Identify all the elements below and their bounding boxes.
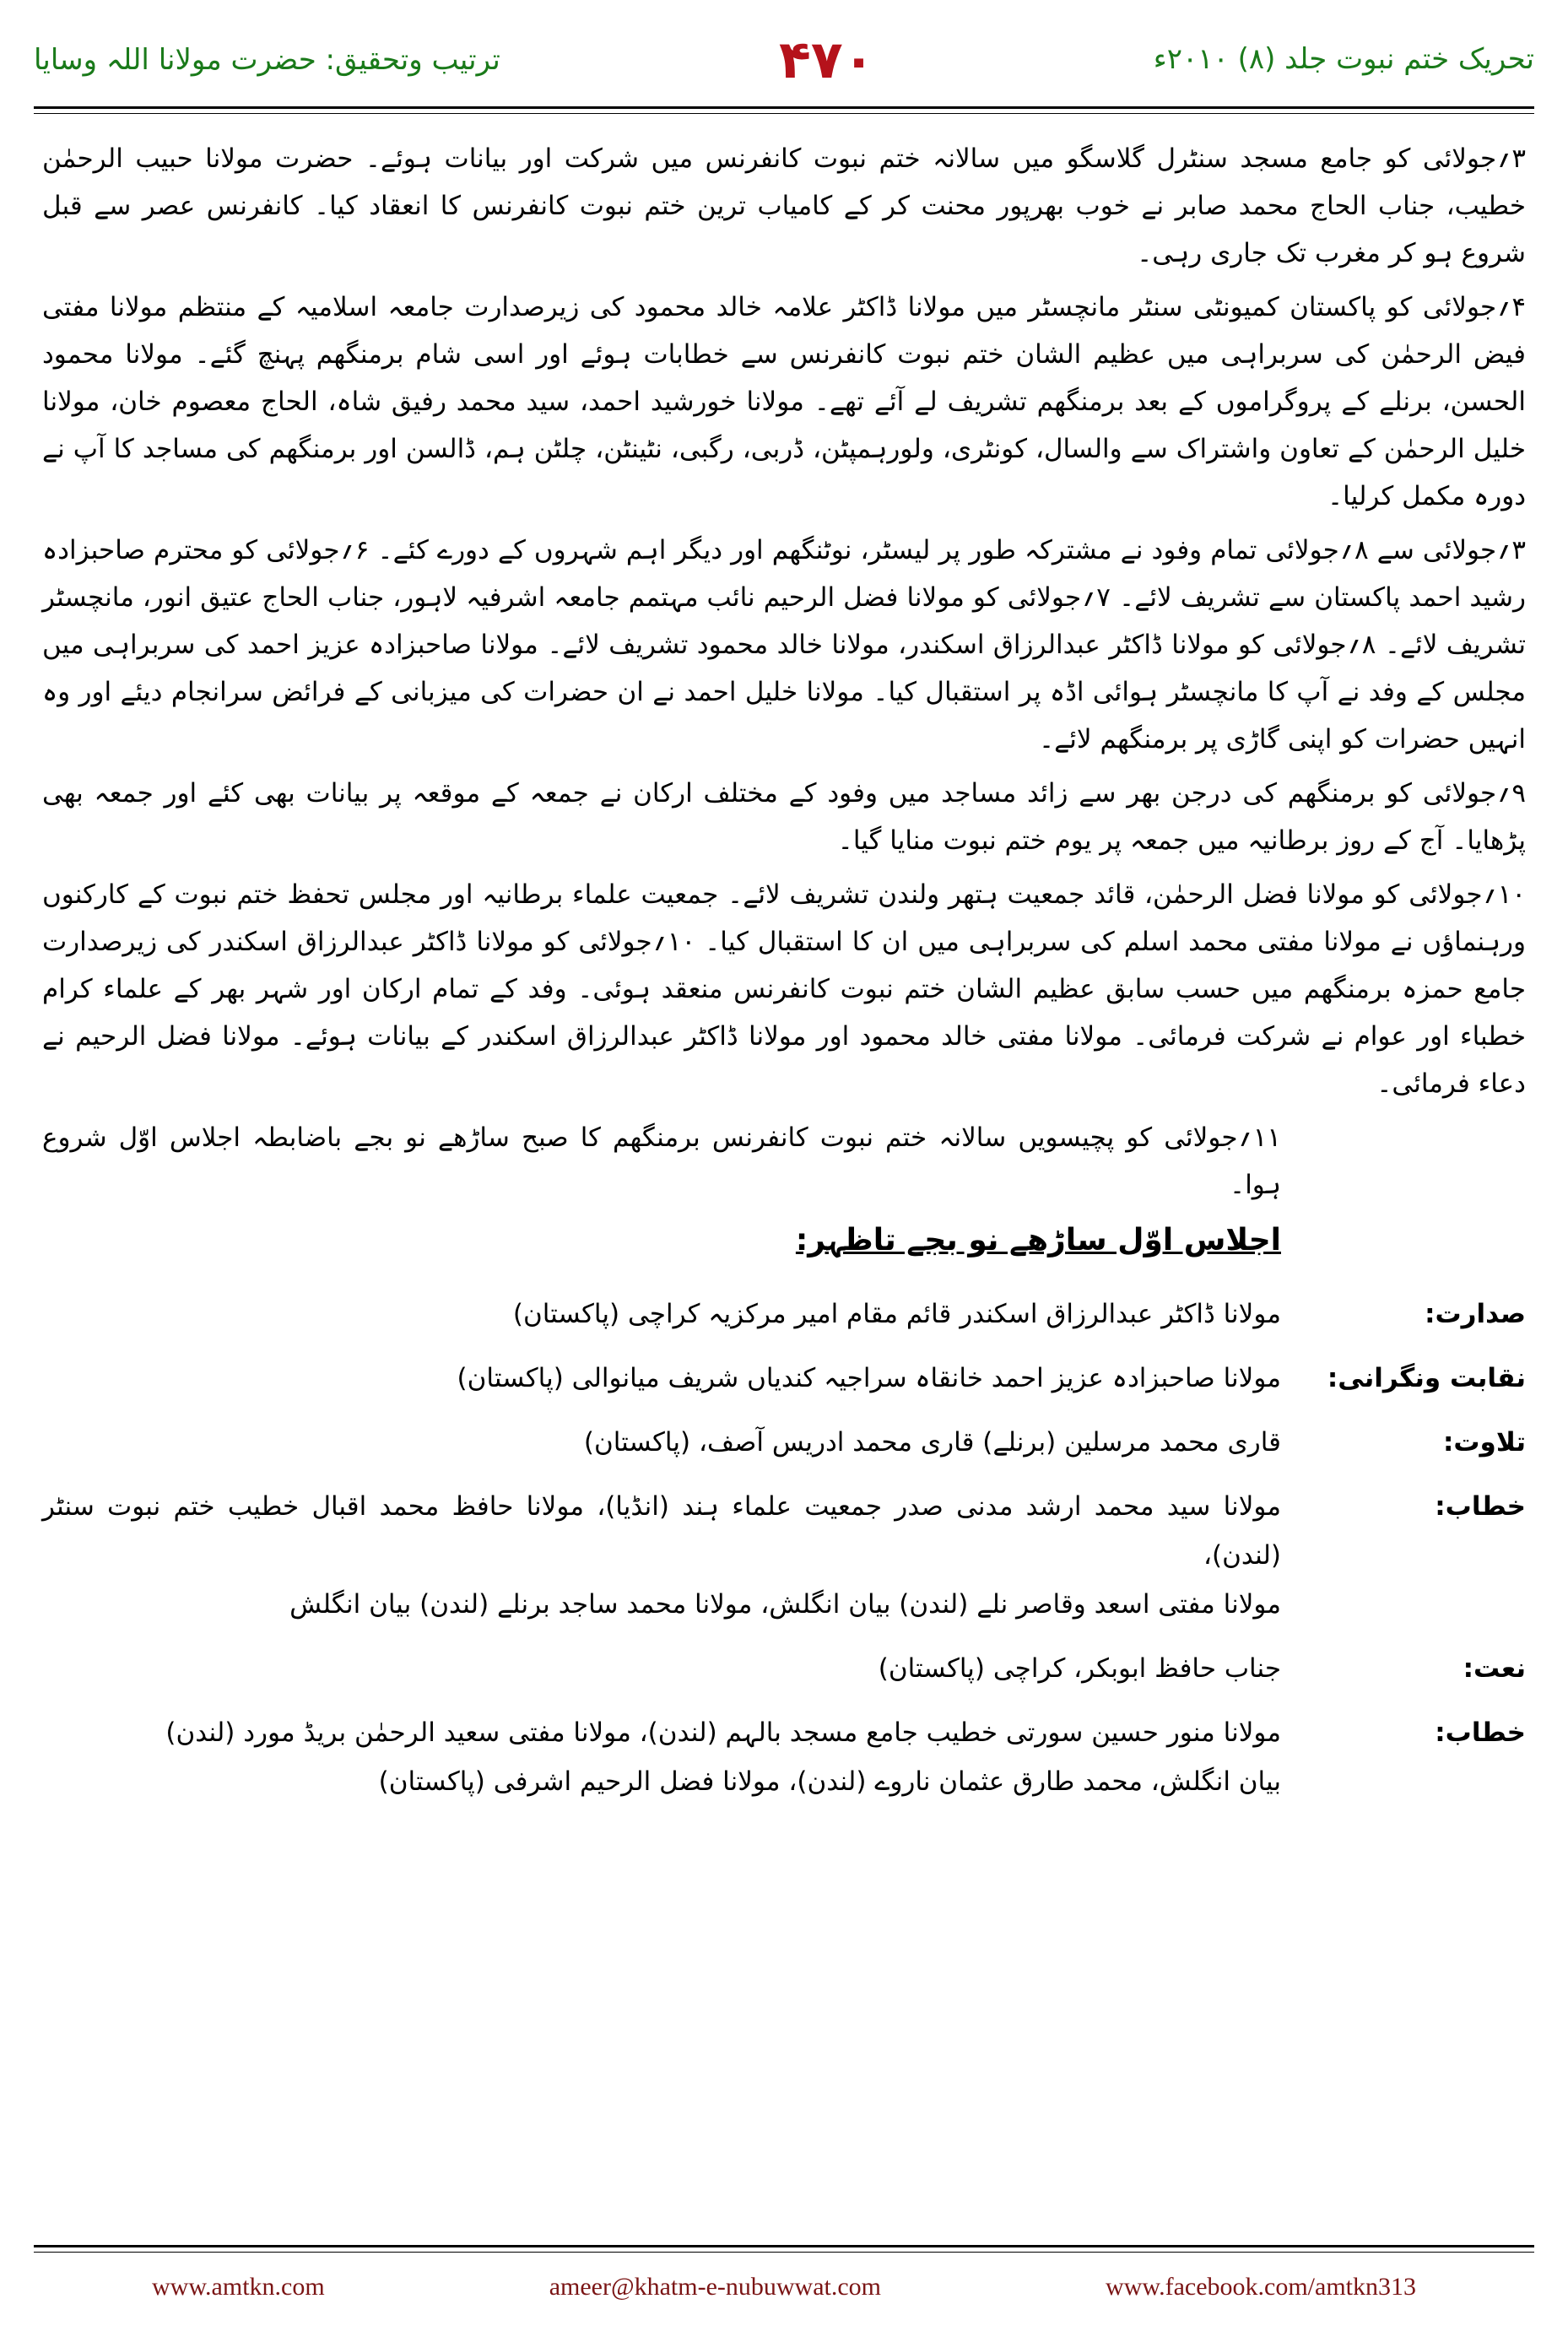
- page-header: [34, 17, 1534, 101]
- program-entry: مولانا مفتی اسعد وقاصر نلے (لندن) بیان انگلش، مولانا محمد ساجد برنلے (لندن) بیان انگلش: [289, 1589, 1281, 1620]
- page-number: ۴۷۰: [779, 28, 875, 90]
- header-editor-credit: ترتیب وتحقیق: حضرت مولانا اللہ وسایا: [34, 42, 500, 77]
- header-rule: [34, 106, 1534, 109]
- paragraph-july-4-manchester: ۴؍جولائی کو پاکستان کمیونٹی سنٹر مانچسٹر میں مولانا ڈاکٹر علامہ خالد محمود کی زیرصدارت جامعہ اسلامیہ کے منتظم مولانا مفتی فیض الرحمٰن کی سربراہی میں عظیم الشان ختم نبوت کانفرنس سے خطابات ہوئے اور اسی شام برمنگھم پہنچ گئے۔ مولانا محمود الحسن، برنلے کے پروگراموں کے بعد برمنگھم تشریف لے آئے تھے۔ مولانا خورشید احمد، سید محمد رفیق شاہ، الحاج معصوم خان، مولانا خلیل الرحمٰن کے تعاون واشتراک سے والسال، کونٹری، ولورہمپٹن، ڈربی، رگبی، نٹینٹن، چلٹن ہم، ڈالسن اور برمنگھم کی مساجد کا آپ نے دورہ مکمل کرلیا۔: [42, 292, 1526, 511]
- header-book-title: تحریک ختم نبوت جلد (۸) ۲۰۱۰ء: [1153, 42, 1534, 76]
- paragraph-july-10-conference: ۱۰؍جولائی کو مولانا فضل الرحمٰن، قائد جمعیت ہتھر ولندن تشریف لائے۔ جمعیت علماء برطانیہ اور مجلس تحفظ ختم نبوت کے کارکنوں ورہنماؤں نے مولانا مفتی محمد اسلم کی سربراہی میں ان کا استقبال کیا۔ ۱۰؍جولائی کو مولانا ڈاکٹر عبدالرزاق اسکندر کی زیرصدارت جامع حمزہ برمنگھم میں حسب سابق عظیم الشان ختم نبوت کانفرنس منعقد ہوئی۔ وفد کے تمام ارکان اور شہر بھر کے علماء کرام خطباء اور عوام نے شرکت فرمائی۔ مولانا مفتی خالد محمود اور مولانا ڈاکٹر عبدالرزاق اسکندر کے بیانات ہوئے۔ مولانا فضل الرحیم نے دعاء فرمائی۔: [42, 879, 1526, 1099]
- footer-website-link[interactable]: www.amtkn.com: [152, 2273, 325, 2301]
- program-row-naat: [42, 1644, 1526, 1693]
- program-row-recitation: [42, 1418, 1526, 1467]
- program-row-speech-2: [42, 1708, 1526, 1806]
- session-heading: اجلاس اوّل ساڑھے نو بجے تاظہر:: [795, 1223, 1281, 1258]
- program-entry: مولانا سید محمد ارشد مدنی صدر جمعیت علماء ہند (انڈیا)، مولانا حافظ محمد اقبال خطیب ختم نبوت سنٹر (لندن)،: [42, 1491, 1281, 1571]
- paragraph-july-3-glasgow: ۳؍جولائی کو جامع مسجد سنٹرل گلاسگو میں سالانہ ختم نبوت کانفرنس میں شرکت اور بیانات ہوئے۔ حضرت مولانا حبیب الرحمٰن خطیب، جناب الحاج محمد صابر نے خوب بھرپور محنت کر کے کامیاب ترین ختم نبوت کانفرنس کا انعقاد کیا۔ کانفرنس عصر سے قبل شروع ہو کر مغرب تک جاری رہی۔: [42, 143, 1526, 268]
- footer-email-link[interactable]: ameer@khatm-e-nubuwwat.com: [549, 2273, 882, 2301]
- program-entry: قاری محمد مرسلین (برنلے) قاری محمد ادریس آصف، (پاکستان): [583, 1427, 1281, 1458]
- paragraph-july-11-opening: ۱۱؍جولائی کو پچیسویں سالانہ ختم نبوت کانفرنس برمنگھم کا صبح ساڑھے نو بجے باضابطہ اجلاس اوّل شروع ہوا۔: [42, 1122, 1281, 1200]
- header-rule-thin: [34, 113, 1534, 114]
- program-label: نعت:: [1463, 1653, 1526, 1684]
- program-row-supervision: [42, 1354, 1526, 1403]
- program-label: خطاب:: [1435, 1717, 1526, 1748]
- program-list: [42, 1290, 1526, 1806]
- program-label: تلاوت:: [1443, 1427, 1526, 1458]
- paragraph-july-9-friday: ۹؍جولائی کو برمنگھم کی درجن بھر سے زائد مساجد میں وفود کے مختلف ارکان نے جمعہ کے موقعہ پر بیانات بھی کئے اور جمعہ بھی پڑھایا۔ آج کے روز برطانیہ میں جمعہ پر یوم ختم نبوت منایا گیا۔: [42, 778, 1526, 856]
- footer-rule-thin: [34, 2252, 1534, 2253]
- program-entry: مولانا صاحبزادہ عزیز احمد خانقاہ سراجیہ کندیاں شریف میانوالی (پاکستان): [457, 1363, 1281, 1393]
- program-entry: مولانا منور حسین سورتی خطیب جامع مسجد بالہم (لندن)، مولانا مفتی سعید الرحمٰن بریڈ مورد (لندن): [165, 1717, 1281, 1748]
- program-row-speech-1: [42, 1482, 1526, 1629]
- page-body: [42, 135, 1526, 1821]
- program-row-presidency: [42, 1290, 1526, 1339]
- footer-rule: [34, 2245, 1534, 2247]
- program-label: نقابت ونگرانی:: [1327, 1363, 1526, 1393]
- program-entry: مولانا ڈاکٹر عبدالرزاق اسکندر قائم مقام امیر مرکزیہ کراچی (پاکستان): [512, 1299, 1281, 1329]
- footer-facebook-link[interactable]: www.facebook.com/amtkn313: [1106, 2273, 1416, 2301]
- program-entry: جناب حافظ ابوبکر، کراچی (پاکستان): [878, 1653, 1281, 1684]
- paragraph-july-3-8-tours: ۳؍جولائی سے ۸؍جولائی تمام وفود نے مشترکہ طور پر لیسٹر، نوٹنگھم اور دیگر اہم شہروں کے دورے کئے۔ ۶؍جولائی کو محترم صاحبزادہ رشید احمد پاکستان سے تشریف لائے۔ ۷؍جولائی کو مولانا فضل الرحیم نائب مہتمم جامعہ اشرفیہ لاہور، جناب الحاج عتیق انور، مانچسٹر تشریف لائے۔ ۸؍جولائی کو مولانا ڈاکٹر عبدالرزاق اسکندر، مولانا خالد محمود تشریف لائے۔ مولانا صاحبزادہ عزیز احمد کی سربراہی میں مجلس کے وفد نے آپ کا مانچسٹر ہوائی اڈہ پر استقبال کیا۔ مولانا خلیل احمد نے ان حضرات کی میزبانی کے فرائض سرانجام دیئے اور وہ انہیں حضرات کو اپنی گاڑی پر برمنگھم لائے۔: [42, 535, 1527, 755]
- program-entry: بیان انگلش، محمد طارق عثمان ناروے (لندن)، مولانا فضل الرحیم اشرفی (پاکستان): [378, 1766, 1281, 1797]
- program-label: خطاب:: [1435, 1491, 1526, 1522]
- program-label: صدارت:: [1425, 1299, 1526, 1329]
- page-footer: [152, 2266, 1416, 2308]
